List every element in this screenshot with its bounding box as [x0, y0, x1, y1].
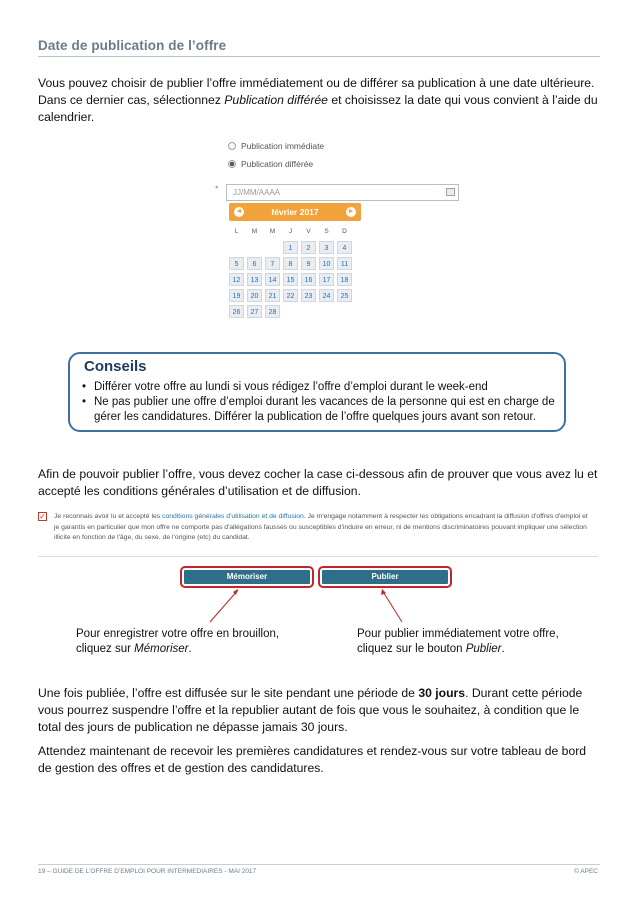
calendar-day[interactable]: 2	[301, 241, 316, 254]
save-button[interactable]: Mémoriser	[184, 570, 310, 584]
weekday-label: M	[269, 228, 276, 235]
save-callout-end: .	[188, 643, 192, 655]
calendar-day[interactable]: 11	[337, 257, 352, 270]
calendar-day[interactable]: 20	[247, 289, 262, 302]
next-month-icon[interactable]: ►	[347, 208, 355, 215]
weekday-label: J	[288, 228, 293, 235]
terms-link[interactable]: conditions générales d'utilisation et de diffusion	[162, 513, 304, 520]
section-title: Date de publication de l’offre	[38, 38, 227, 53]
calendar-day[interactable]: 27	[247, 305, 262, 318]
save-callout-line1: Pour enregistrer votre offre en brouillon,	[76, 628, 280, 640]
prev-month-icon[interactable]: ◄	[235, 208, 243, 215]
save-callout	[76, 627, 336, 657]
tips-title: Conseils	[84, 358, 147, 375]
consent-text-after: . Je m'engage notamment à respecter les obligations encadrant la diffusion d'offres d'emploi et je garantis en particulier que mon offre ne comporte pas d'allégations fausses ou susceptibles d'induire en erreur, ni de mentions discriminatoires pouvant impliquer une sélection illicite en fonction de l'âge, du sexe, de l'origine (etc) du candidat.	[54, 513, 588, 541]
publication-duration-paragraph	[38, 685, 598, 736]
save-callout-emphasis: Mémoriser	[134, 643, 189, 655]
tip-text: Ne pas publier une offre d’emploi durant les vacances de la personne qui est en charge de gérer les candidatures. Différer la publication de l’offre quelques jours avant son retour.	[94, 396, 555, 423]
calendar-day[interactable]: 25	[337, 289, 352, 302]
calendar-day[interactable]: 26	[229, 305, 244, 318]
consent-intro: Afin de pouvoir publier l’offre, vous devez cocher la case ci-dessous afin de prouver que vous avez lu et accepté les conditions générales d’utilisation et de diffusion.	[38, 467, 598, 498]
calendar-day[interactable]: 6	[247, 257, 262, 270]
calendar-month-label: février 2017	[271, 207, 319, 217]
weekday-label: D	[342, 228, 347, 235]
save-arrow-line	[210, 590, 238, 622]
closing-paragraph: Attendez maintenant de recevoir les premières candidatures et rendez-vous sur votre tableau de bord de gestion des offres et de gestion des candidatures.	[38, 744, 587, 775]
calendar-day[interactable]: 19	[229, 289, 244, 302]
tip-text: Différer votre offre au lundi si vous rédigez l’offre d’emploi durant le week-end	[94, 381, 488, 393]
calendar-day[interactable]: 18	[337, 273, 352, 286]
publication-date-input[interactable]: JJ/MM/AAAA	[226, 184, 459, 201]
calendar-day[interactable]: 23	[301, 289, 316, 302]
calendar-day[interactable]: 14	[265, 273, 280, 286]
footer-divider	[38, 864, 600, 865]
calendar-day[interactable]: 21	[265, 289, 280, 302]
publish-arrow-head	[381, 589, 386, 595]
calendar-day[interactable]: 16	[301, 273, 316, 286]
publish-callout-line2	[357, 642, 597, 657]
calendar-day[interactable]: 13	[247, 273, 262, 286]
publish-callout	[357, 627, 597, 657]
intro-text-1: Vous pouvez choisir de publier l’offre immédiatement ou de différer sa publication à une date ultérieure. Dans ce dernier cas, sélectionnez	[38, 76, 595, 107]
calendar-day[interactable]: 17	[319, 273, 334, 286]
save-callout-text: cliquez sur	[76, 643, 135, 655]
publish-arrow-line	[382, 590, 402, 622]
footer-right: © APEC	[574, 868, 598, 875]
duration-text-2: . Durant cette période vous pourrez suspendre l’offre et la republier autant de fois que vous le souhaitez, à condition que le total des jours de publication ne dépasse jamais 30 jours.	[38, 686, 583, 734]
bullet-icon: •	[82, 381, 87, 393]
calendar-day[interactable]: 7	[265, 257, 280, 270]
intro-emphasis: Publication différée	[224, 93, 328, 107]
calendar-day[interactable]: 8	[283, 257, 298, 270]
required-marker: *	[215, 184, 219, 194]
publish-callout-end: .	[501, 643, 505, 655]
calendar-day[interactable]: 24	[319, 289, 334, 302]
calendar-day[interactable]: 15	[283, 273, 298, 286]
consent-text-before: Je reconnais avoir lu et accepté les	[54, 513, 163, 520]
weekday-label: L	[234, 228, 239, 235]
publish-callout-emphasis: Publier	[465, 643, 502, 655]
calendar-day[interactable]: 28	[265, 305, 280, 318]
calendar-day[interactable]: 4	[337, 241, 352, 254]
bullet-icon: •	[82, 396, 87, 408]
footer-left: 19 – GUIDE DE L’OFFRE D’EMPLOI POUR INTERMEDIAIRES - MAI 2017	[38, 868, 257, 875]
weekday-label: S	[324, 228, 329, 235]
calendar-day[interactable]: 1	[283, 241, 298, 254]
radio-deferred-label: Publication différée	[241, 159, 314, 169]
radio-immediate-label: Publication immédiate	[241, 141, 325, 151]
save-callout-line2	[76, 642, 336, 657]
calendar-day[interactable]: 22	[283, 289, 298, 302]
calendar-day[interactable]: 10	[319, 257, 334, 270]
calendar-day[interactable]: 3	[319, 241, 334, 254]
intro-text-2: et choisissez la date qui vous convient à l’aide du calendrier.	[38, 93, 598, 124]
publish-callout-line1: Pour publier immédiatement votre offre,	[357, 628, 559, 640]
calendar-day[interactable]: 9	[301, 257, 316, 270]
duration-text-1: Une fois publiée, l’offre est diffusée sur le site pendant une période de	[38, 686, 419, 700]
weekday-label: V	[306, 228, 311, 235]
weekday-label: M	[251, 228, 258, 235]
publish-callout-text: cliquez sur le bouton	[357, 643, 466, 655]
duration-bold: 30 jours	[418, 686, 466, 700]
calendar-day[interactable]: 12	[229, 273, 244, 286]
consent-checkbox[interactable]: ✓	[39, 512, 46, 521]
calendar-day[interactable]: 5	[229, 257, 244, 270]
publish-button[interactable]: Publier	[322, 570, 448, 584]
